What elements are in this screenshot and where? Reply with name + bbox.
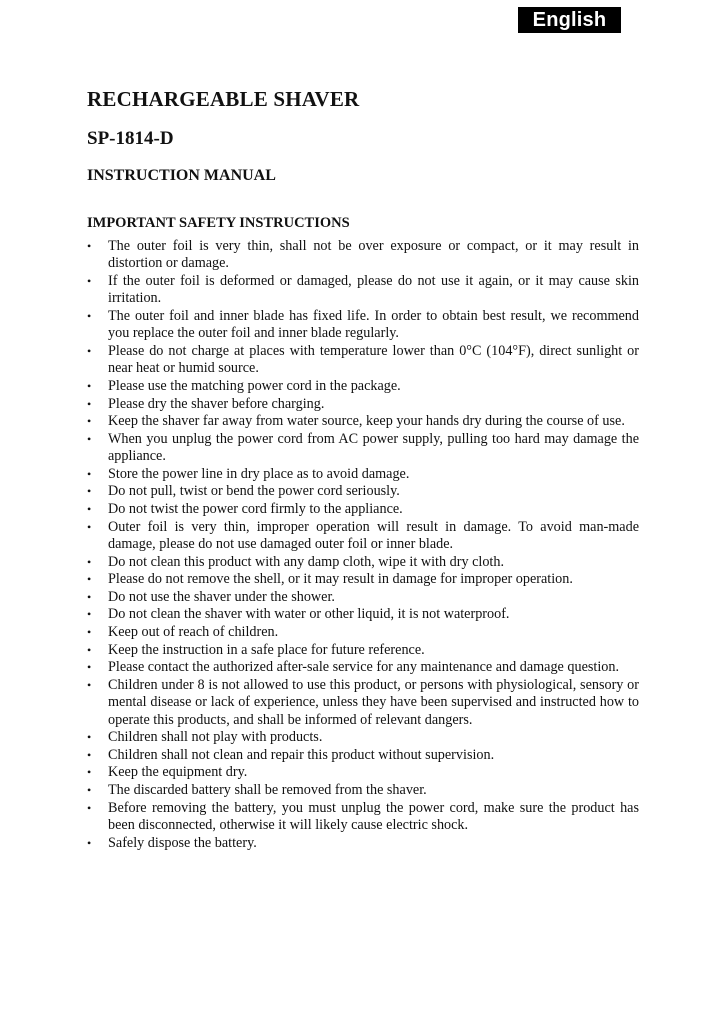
bullet-icon: •: [87, 624, 92, 639]
bullet-icon: •: [87, 607, 92, 622]
list-item: [87, 589, 639, 606]
list-item-text: Do not use the shaver under the shower.: [108, 588, 335, 605]
list-item: [87, 606, 639, 623]
list-item: [87, 273, 639, 308]
bullet-icon: •: [87, 572, 92, 587]
list-item: [87, 764, 639, 781]
list-item: [87, 238, 639, 273]
list-item: [87, 677, 639, 729]
list-item-text: Do not clean the shaver with water or other liquid, it is not waterproof.: [108, 606, 510, 623]
list-item: [87, 413, 639, 430]
list-item: [87, 431, 639, 466]
bullet-icon: •: [87, 239, 92, 253]
document-subtitle: INSTRUCTION MANUAL: [87, 167, 276, 184]
bullet-icon: •: [87, 274, 92, 288]
list-item: [87, 835, 639, 852]
bullet-icon: •: [87, 431, 92, 446]
list-item: [87, 554, 639, 571]
section-heading: IMPORTANT SAFETY INSTRUCTIONS: [87, 215, 350, 231]
list-item-text: Store the power line in dry place as to avoid damage.: [108, 465, 410, 482]
list-item: [87, 343, 639, 378]
bullet-icon: •: [87, 730, 92, 745]
list-item-text: Please dry the shaver before charging.: [108, 395, 325, 412]
list-item-text: Children shall not clean and repair this product without supervision.: [108, 746, 495, 763]
document-title: RECHARGEABLE SHAVER: [87, 87, 360, 111]
list-item-text: Please do not remove the shell, or it may result in damage for improper operation.: [108, 571, 573, 588]
list-item-text: Do not pull, twist or bend the power cord seriously.: [108, 483, 400, 500]
list-item-text: The outer foil and inner blade has fixed life. In order to obtain best result, we recommend you replace the outer foil and inner blade regularly.: [108, 308, 639, 342]
bullet-icon: •: [87, 414, 92, 429]
list-item-text: Keep the equipment dry.: [108, 764, 248, 781]
bullet-icon: •: [87, 800, 92, 815]
bullet-icon: •: [87, 501, 92, 516]
list-item-text: Safely dispose the battery.: [108, 834, 257, 851]
list-item-text: Please contact the authorized after-sale service for any maintenance and damage question.: [108, 659, 620, 676]
language-badge: English: [518, 7, 621, 33]
list-item-text: Children under 8 is not allowed to use this product, or persons with physiological, sensory or mental disease or lack of experience, unless they have been supervised and instructed how to operate this products, and shall be informed of relevant dangers.: [108, 676, 639, 728]
bullet-icon: •: [87, 642, 92, 657]
bullet-icon: •: [87, 660, 92, 675]
list-item: [87, 800, 639, 835]
list-item: [87, 396, 639, 413]
list-item-text: If the outer foil is deformed or damaged, please do not use it again, or it may cause skin irritation.: [108, 273, 639, 307]
bullet-icon: •: [87, 309, 92, 323]
list-item: [87, 378, 639, 395]
list-item-text: When you unplug the power cord from AC power supply, pulling too hard may damage the appliance.: [108, 430, 639, 465]
bullet-icon: •: [87, 554, 92, 569]
bullet-icon: •: [87, 344, 92, 358]
list-item: [87, 747, 639, 764]
bullet-icon: •: [87, 747, 92, 762]
list-item: [87, 659, 639, 676]
list-item: [87, 782, 639, 799]
list-item-text: Outer foil is very thin, improper operation will result in damage. To avoid man-made damage, please do not use damaged outer foil or inner blade.: [108, 518, 639, 552]
bullet-icon: •: [87, 589, 92, 604]
list-item-text: Before removing the battery, you must unplug the power cord, make sure the product has been disconnected, otherwise it will likely cause electric shock.: [108, 799, 639, 833]
list-item: [87, 571, 639, 588]
bullet-icon: •: [87, 379, 92, 393]
bullet-icon: •: [87, 782, 92, 797]
list-item: [87, 501, 639, 518]
safety-instructions-list: [87, 238, 639, 852]
list-item-text: Please use the matching power cord in the package.: [108, 378, 401, 394]
document-body: [87, 86, 639, 852]
bullet-icon: •: [87, 466, 92, 481]
list-item-text: Children shall not play with products.: [108, 729, 323, 746]
model-number: SP-1814-D: [87, 128, 174, 149]
bullet-icon: •: [87, 484, 92, 499]
list-item: [87, 308, 639, 343]
bullet-icon: •: [87, 765, 92, 780]
list-item: [87, 483, 639, 500]
list-item-text: Keep the instruction in a safe place for future reference.: [108, 641, 425, 658]
list-item: [87, 729, 639, 746]
bullet-icon: •: [87, 519, 92, 534]
list-item: [87, 624, 639, 641]
bullet-icon: •: [87, 835, 92, 850]
list-item: [87, 466, 639, 483]
list-item-text: Do not clean this product with any damp cloth, wipe it with dry cloth.: [108, 553, 504, 570]
bullet-icon: •: [87, 396, 92, 411]
list-item-text: Keep out of reach of children.: [108, 623, 279, 640]
list-item-text: Do not twist the power cord firmly to the appliance.: [108, 500, 403, 517]
list-item-text: Keep the shaver far away from water source, keep your hands dry during the course of use.: [108, 413, 625, 430]
list-item-text: The discarded battery shall be removed from the shaver.: [108, 781, 427, 798]
list-item: [87, 642, 639, 659]
list-item-text: The outer foil is very thin, shall not be over exposure or compact, or it may result in distortion or damage.: [108, 238, 639, 272]
list-item: [87, 519, 639, 554]
list-item-text: Please do not charge at places with temperature lower than 0°C (104°F), direct sunlight or near heat or humid source.: [108, 343, 639, 377]
bullet-icon: •: [87, 677, 92, 692]
